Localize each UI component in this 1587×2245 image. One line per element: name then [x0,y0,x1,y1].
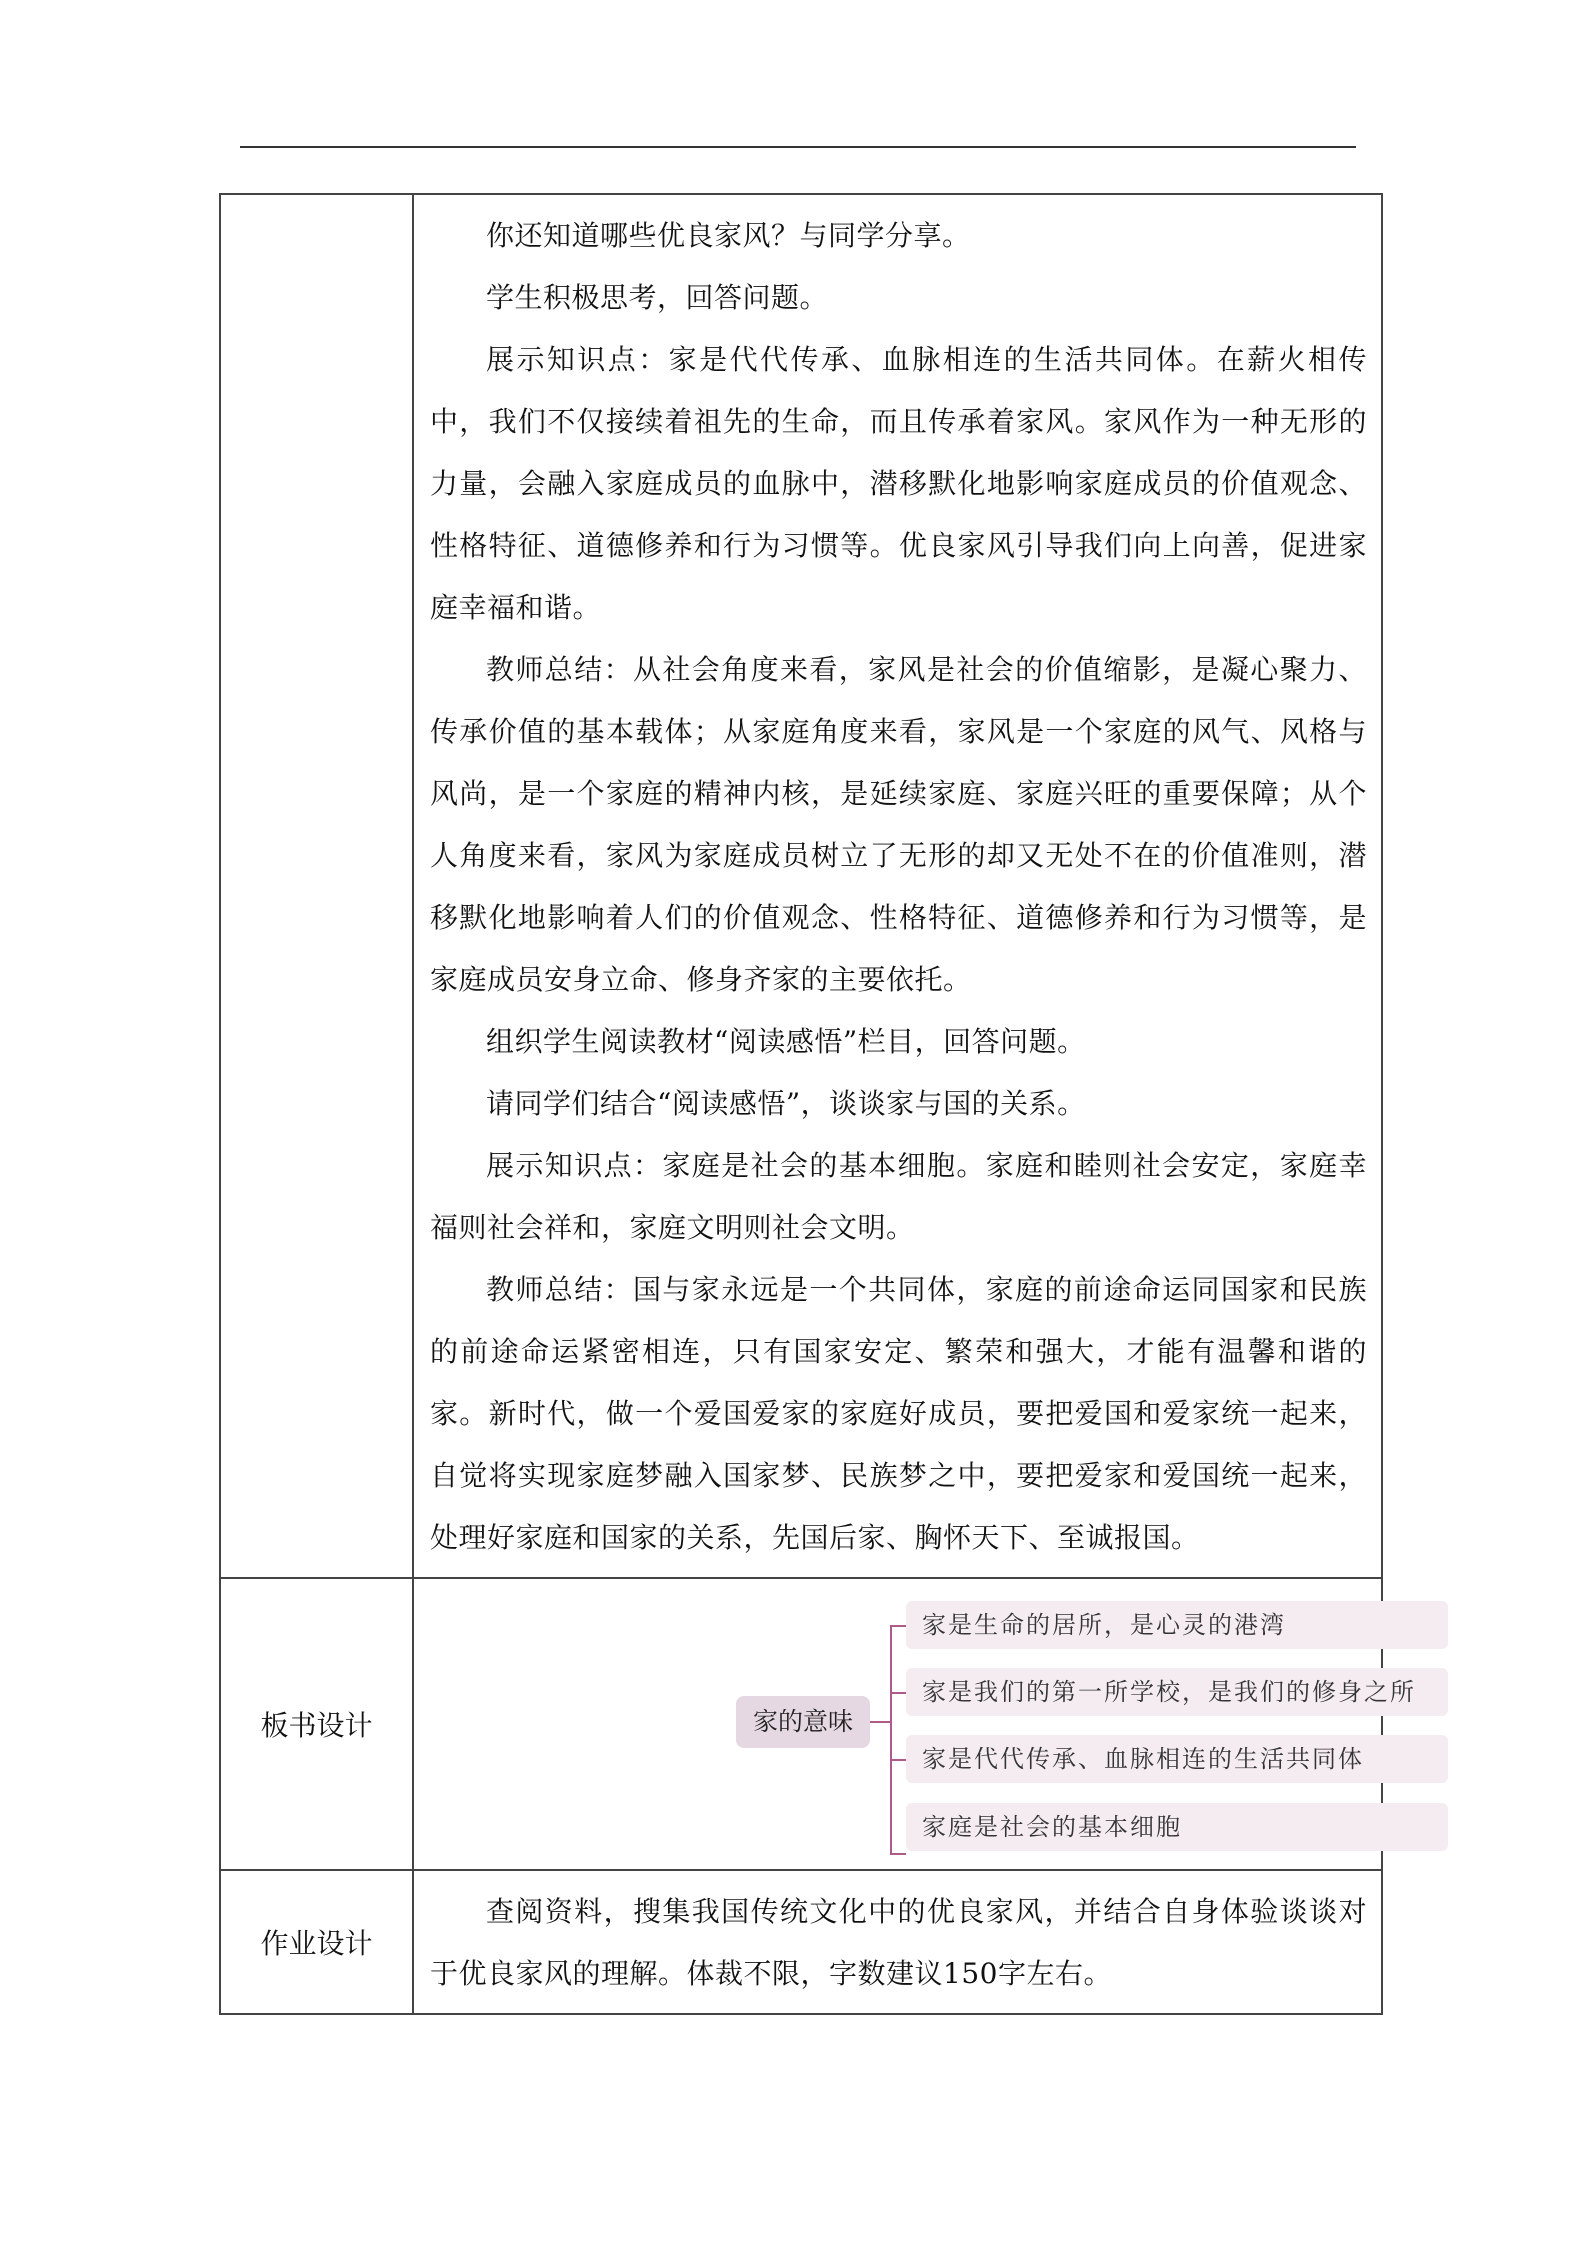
connector-branch [890,1692,906,1694]
row-board-design [220,1578,1382,1870]
paragraph: 展示知识点：家庭是社会的基本细胞。家庭和睦则社会安定，家庭幸福则社会祥和，家庭文明则社会文明。 [430,1149,1367,1244]
paragraph: 请同学们结合“阅读感悟”，谈谈家与国的关系。 [486,1087,1086,1120]
mind-map-node: 家是代代传承、血脉相连的生活共同体 [906,1735,1448,1783]
connector-spine [890,1625,892,1853]
paragraph: 查阅资料，搜集我国传统文化中的优良家风，并结合自身体验谈谈对于优良家风的理解。体裁不限，字数建议150字左右。 [430,1895,1367,1990]
lesson-plan-table [219,193,1416,2015]
process-content-cell [413,194,1382,1578]
connector-branch [890,1625,906,1627]
board-design-cell [413,1578,1416,1870]
mind-map-node: 家庭是社会的基本细胞 [906,1803,1448,1851]
connector-branch [890,1853,906,1855]
row-label-board: 板书设计 [220,1578,413,1870]
mind-map-node: 家是我们的第一所学校，是我们的修身之所 [906,1668,1448,1716]
row-label-process [220,194,413,1578]
header-rule [240,146,1356,148]
paragraph: 组织学生阅读教材“阅读感悟”栏目，回答问题。 [486,1025,1086,1058]
connector-branch [890,1759,906,1761]
paragraph: 展示知识点：家是代代传承、血脉相连的生活共同体。在薪火相传中，我们不仅接续着祖先的生命，而且传承着家风。家风作为一种无形的力量，会融入家庭成员的血脉中，潜移默化地影响家庭成员的价值观念、性格特征、道德修养和行为习惯等。优良家风引导我们向上向善，促进家庭幸福和谐。 [430,343,1367,624]
mind-map [414,1579,1416,1869]
connector-line [870,1721,890,1723]
mind-map-root: 家的意味 [736,1696,870,1748]
mind-map-node: 家是生命的居所，是心灵的港湾 [906,1601,1448,1649]
paragraph: 教师总结：从社会角度来看，家风是社会的价值缩影，是凝心聚力、传承价值的基本载体；从家庭角度来看，家风是一个家庭的风气、风格与风尚，是一个家庭的精神内核，是延续家庭、家庭兴旺的重要保障；从个人角度来看，家风为家庭成员树立了无形的却又无处不在的价值准则，潜移默化地影响着人们的价值观念、性格特征、道德修养和行为习惯等，是家庭成员安身立命、修身齐家的主要依托。 [430,653,1367,996]
paragraph: 教师总结：国与家永远是一个共同体，家庭的前途命运同国家和民族的前途命运紧密相连，只有国家安定、繁荣和强大，才能有温馨和谐的家。新时代，做一个爱国爱家的家庭好成员，要把爱国和爱家统一起来，自觉将实现家庭梦融入国家梦、民族梦之中，要把爱家和爱国统一起来，处理好家庭和国家的关系，先国后家、胸怀天下、至诚报国。 [430,1273,1367,1554]
paragraph: 学生积极思考，回答问题。 [486,281,829,314]
homework-content-cell [413,1870,1382,2014]
row-homework-design [220,1870,1382,2014]
row-label-homework: 作业设计 [220,1870,413,2014]
row-teaching-process [220,194,1382,1578]
paragraph: 你还知道哪些优良家风？与同学分享。 [486,219,971,252]
